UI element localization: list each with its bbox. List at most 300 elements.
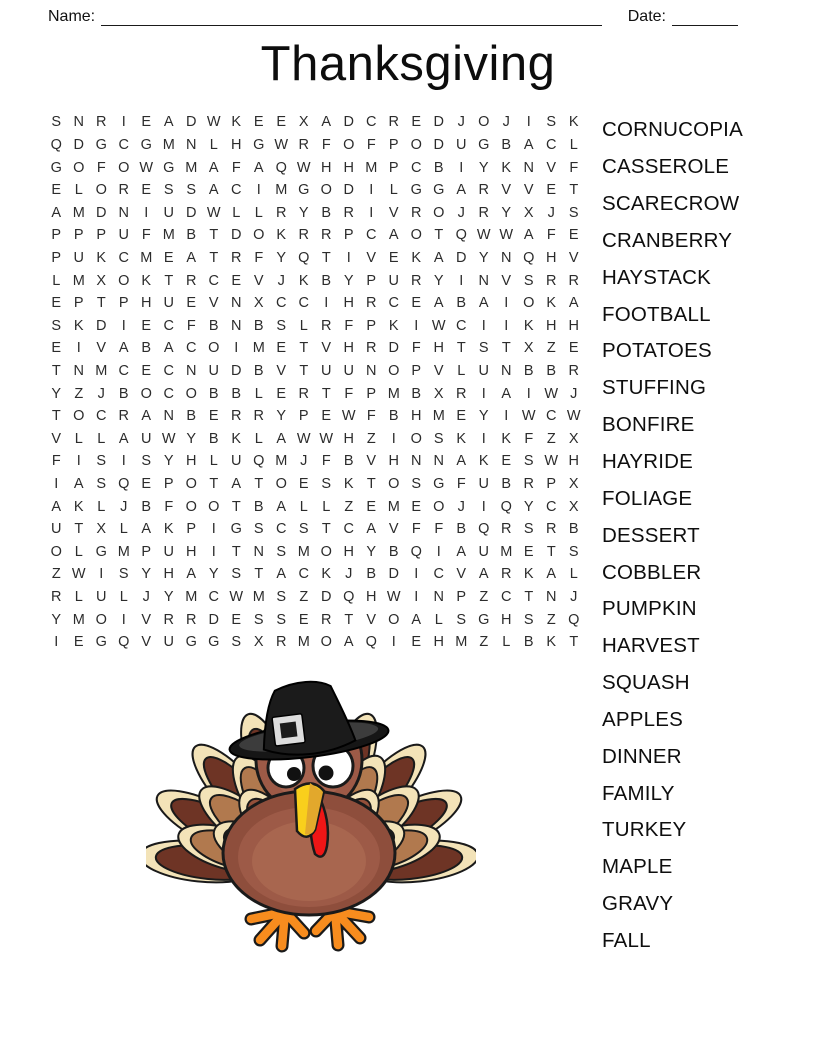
word-list-item: STUFFING bbox=[602, 376, 707, 400]
grid-cell-r15c13: W bbox=[319, 430, 334, 447]
grid-cell-r20c20: U bbox=[478, 543, 489, 560]
grid-cell-r15c8: B bbox=[208, 430, 219, 447]
word-search-grid bbox=[45, 111, 585, 654]
grid-cell-r11c22: X bbox=[523, 340, 534, 357]
word-list-item: CORNUCOPIA bbox=[602, 118, 743, 142]
grid-cell-r8c3: X bbox=[96, 272, 107, 289]
grid-cell-r11c9: I bbox=[234, 340, 239, 357]
grid-cell-r11c4: A bbox=[118, 340, 129, 357]
grid-cell-r16c20: K bbox=[478, 453, 489, 470]
grid-cell-r22c17: I bbox=[414, 589, 419, 606]
grid-cell-r1c13: A bbox=[321, 114, 332, 131]
grid-cell-r12c7: N bbox=[186, 363, 197, 379]
grid-cell-r22c14: Q bbox=[343, 589, 355, 606]
grid-cell-r4c3: O bbox=[95, 182, 107, 199]
grid-cell-r2c21: B bbox=[501, 136, 512, 153]
grid-cell-r20c16: B bbox=[388, 543, 399, 560]
grid-cell-r20c2: L bbox=[74, 543, 83, 560]
grid-cell-r24c19: M bbox=[455, 634, 468, 651]
grid-cell-r15c10: L bbox=[254, 430, 263, 447]
grid-cell-r10c17: I bbox=[414, 317, 419, 334]
grid-cell-r15c9: K bbox=[231, 430, 242, 447]
grid-cell-r1c4: I bbox=[121, 114, 126, 131]
grid-cell-r15c20: I bbox=[481, 430, 486, 447]
grid-cell-r17c15: T bbox=[366, 476, 376, 493]
grid-cell-r11c3: V bbox=[96, 340, 107, 357]
grid-cell-r11c1: E bbox=[51, 340, 62, 357]
grid-cell-r18c14: Z bbox=[344, 498, 354, 515]
grid-cell-r13c4: B bbox=[118, 385, 129, 402]
grid-cell-r13c16: M bbox=[387, 385, 400, 402]
grid-cell-r16c8: L bbox=[209, 453, 218, 470]
grid-cell-r23c17: A bbox=[411, 611, 422, 628]
grid-cell-r10c6: C bbox=[163, 317, 174, 334]
grid-cell-r21c4: S bbox=[118, 566, 129, 583]
grid-cell-r18c18: O bbox=[433, 498, 445, 515]
grid-cell-r12c14: U bbox=[343, 363, 354, 379]
grid-cell-r23c8: D bbox=[208, 611, 219, 628]
grid-cell-r16c7: H bbox=[186, 453, 197, 470]
grid-cell-r7c16: E bbox=[388, 249, 399, 266]
grid-cell-r23c23: Z bbox=[546, 611, 556, 628]
grid-cell-r15c14: H bbox=[343, 430, 354, 447]
grid-cell-r9c16: C bbox=[388, 295, 399, 312]
grid-cell-r9c9: N bbox=[231, 295, 242, 312]
grid-cell-r5c21: Y bbox=[501, 204, 512, 221]
grid-cell-r4c19: A bbox=[456, 182, 467, 199]
grid-cell-r9c1: E bbox=[51, 295, 62, 312]
grid-cell-r23c22: S bbox=[523, 611, 534, 628]
grid-cell-r1c12: X bbox=[298, 114, 309, 131]
grid-cell-r24c4: Q bbox=[118, 634, 130, 651]
date-input-line[interactable] bbox=[672, 8, 738, 26]
grid-cell-r9c21: I bbox=[504, 295, 509, 312]
grid-cell-r21c24: L bbox=[569, 566, 578, 583]
grid-cell-r3c11: Q bbox=[275, 159, 287, 176]
grid-cell-r20c14: H bbox=[343, 543, 354, 560]
grid-cell-r9c22: O bbox=[523, 295, 535, 312]
grid-cell-r15c11: A bbox=[276, 430, 287, 447]
grid-cell-r22c16: W bbox=[386, 589, 401, 606]
grid-cell-r13c20: I bbox=[481, 385, 486, 402]
grid-cell-r21c14: J bbox=[345, 566, 353, 583]
grid-cell-r23c15: V bbox=[366, 611, 377, 628]
grid-cell-r13c23: W bbox=[544, 385, 559, 402]
grid-cell-r22c10: M bbox=[252, 589, 265, 606]
grid-cell-r22c4: L bbox=[119, 589, 128, 606]
grid-cell-r2c12: R bbox=[298, 136, 309, 153]
grid-cell-r12c11: V bbox=[276, 363, 287, 379]
grid-cell-r17c24: X bbox=[568, 476, 579, 493]
grid-cell-r21c22: K bbox=[523, 566, 534, 583]
grid-cell-r17c16: O bbox=[388, 476, 400, 493]
grid-cell-r17c17: S bbox=[411, 476, 422, 493]
grid-cell-r14c9: R bbox=[231, 408, 242, 425]
grid-cell-r19c1: U bbox=[51, 521, 62, 538]
grid-cell-r5c24: S bbox=[568, 204, 579, 221]
grid-cell-r10c16: K bbox=[388, 317, 399, 334]
grid-cell-r15c7: Y bbox=[186, 430, 197, 447]
grid-cell-r22c8: C bbox=[208, 589, 219, 606]
word-list-item: HAYRIDE bbox=[602, 450, 694, 474]
grid-cell-r18c15: E bbox=[366, 498, 377, 515]
grid-cell-r18c1: A bbox=[51, 498, 62, 515]
grid-cell-r7c11: Y bbox=[276, 249, 287, 266]
grid-cell-r2c14: O bbox=[343, 136, 355, 153]
grid-cell-r13c10: L bbox=[254, 385, 263, 402]
grid-cell-r23c18: L bbox=[434, 611, 443, 628]
grid-cell-r19c13: T bbox=[321, 521, 331, 538]
grid-cell-r5c9: L bbox=[232, 204, 241, 221]
grid-cell-r7c17: K bbox=[411, 249, 422, 266]
grid-cell-r16c17: N bbox=[411, 453, 422, 470]
grid-cell-r8c22: S bbox=[523, 272, 534, 289]
grid-cell-r13c3: J bbox=[97, 385, 105, 402]
grid-cell-r20c10: N bbox=[253, 543, 264, 560]
grid-cell-r3c23: V bbox=[546, 159, 557, 176]
word-list-item: FOLIAGE bbox=[602, 486, 693, 510]
name-input-line[interactable] bbox=[101, 8, 602, 26]
grid-cell-r4c14: D bbox=[343, 182, 354, 199]
grid-cell-r7c2: U bbox=[73, 249, 84, 266]
grid-cell-r19c16: V bbox=[388, 521, 399, 538]
grid-cell-r2c8: L bbox=[209, 136, 218, 153]
grid-cell-r20c6: U bbox=[163, 543, 174, 560]
grid-cell-r3c24: F bbox=[569, 159, 579, 176]
grid-cell-r17c1: I bbox=[54, 476, 59, 493]
grid-cell-r10c15: P bbox=[366, 317, 377, 334]
grid-cell-r21c15: B bbox=[366, 566, 377, 583]
grid-cell-r6c11: K bbox=[276, 227, 287, 244]
grid-cell-r17c10: T bbox=[254, 476, 264, 493]
grid-cell-r3c22: N bbox=[523, 159, 534, 176]
grid-cell-r2c2: D bbox=[73, 136, 84, 153]
grid-cell-r15c6: W bbox=[161, 430, 176, 447]
grid-cell-r11c8: O bbox=[208, 340, 220, 357]
grid-cell-r18c10: B bbox=[253, 498, 264, 515]
grid-cell-r6c3: P bbox=[96, 227, 107, 244]
grid-cell-r10c7: F bbox=[186, 317, 196, 334]
grid-cell-r14c10: R bbox=[253, 408, 264, 425]
word-list-item: COBBLER bbox=[602, 560, 702, 584]
grid-cell-r6c5: F bbox=[141, 227, 151, 244]
grid-cell-r19c3: X bbox=[96, 521, 107, 538]
grid-cell-r11c14: H bbox=[343, 340, 354, 357]
grid-cell-r23c19: S bbox=[456, 611, 467, 628]
grid-cell-r17c2: A bbox=[73, 476, 84, 493]
grid-cell-r5c14: R bbox=[343, 204, 354, 221]
grid-cell-r12c10: B bbox=[253, 363, 264, 379]
grid-cell-r6c2: P bbox=[73, 227, 84, 244]
grid-cell-r17c9: A bbox=[231, 476, 242, 493]
grid-cell-r19c14: C bbox=[343, 521, 354, 538]
grid-cell-r24c24: T bbox=[569, 634, 579, 651]
grid-cell-r4c9: C bbox=[231, 182, 242, 199]
grid-cell-r17c23: P bbox=[546, 476, 557, 493]
grid-cell-r2c6: M bbox=[162, 136, 175, 153]
grid-cell-r12c9: D bbox=[231, 363, 242, 379]
grid-cell-r22c22: T bbox=[524, 589, 534, 606]
grid-cell-r17c6: P bbox=[163, 476, 174, 493]
grid-cell-r4c21: V bbox=[501, 182, 512, 199]
grid-cell-r10c3: D bbox=[96, 317, 107, 334]
grid-cell-r19c7: P bbox=[186, 521, 197, 538]
grid-cell-r20c3: G bbox=[95, 543, 107, 560]
grid-cell-r22c6: Y bbox=[163, 589, 174, 606]
grid-cell-r11c6: A bbox=[163, 340, 174, 357]
grid-cell-r6c1: P bbox=[51, 227, 62, 244]
grid-cell-r14c20: Y bbox=[478, 408, 489, 425]
grid-cell-r10c24: H bbox=[568, 317, 579, 334]
grid-cell-r11c16: D bbox=[388, 340, 399, 357]
grid-cell-r22c24: J bbox=[570, 589, 578, 606]
grid-cell-r24c10: X bbox=[253, 634, 264, 651]
grid-cell-r11c2: I bbox=[76, 340, 81, 357]
grid-cell-r5c13: B bbox=[321, 204, 332, 221]
grid-cell-r8c5: K bbox=[141, 272, 152, 289]
grid-cell-r11c10: M bbox=[252, 340, 265, 357]
grid-cell-r18c20: I bbox=[481, 498, 486, 515]
grid-cell-r4c13: O bbox=[320, 182, 332, 199]
grid-cell-r19c2: T bbox=[74, 521, 84, 538]
grid-cell-r24c14: A bbox=[343, 634, 354, 651]
grid-cell-r4c11: M bbox=[275, 182, 288, 199]
grid-cell-r8c13: B bbox=[321, 272, 332, 289]
grid-cell-r19c17: F bbox=[411, 521, 421, 538]
grid-cell-r2c11: W bbox=[274, 136, 289, 153]
grid-cell-r22c18: N bbox=[433, 589, 444, 606]
grid-cell-r14c16: B bbox=[388, 408, 399, 425]
grid-cell-r14c8: E bbox=[208, 408, 219, 425]
grid-cell-r18c21: Q bbox=[500, 498, 512, 515]
grid-cell-r13c8: B bbox=[208, 385, 219, 402]
word-list-item: SCARECROW bbox=[602, 192, 740, 216]
grid-cell-r13c2: Z bbox=[74, 385, 84, 402]
grid-cell-r10c14: F bbox=[344, 317, 354, 334]
grid-cell-r4c6: S bbox=[163, 182, 174, 199]
grid-cell-r18c8: O bbox=[208, 498, 220, 515]
grid-cell-r24c18: H bbox=[433, 634, 444, 651]
grid-cell-r24c3: G bbox=[95, 634, 107, 651]
grid-cell-r5c2: M bbox=[72, 204, 85, 221]
grid-cell-r4c24: T bbox=[569, 182, 579, 199]
grid-cell-r17c22: R bbox=[523, 476, 534, 493]
grid-cell-r24c21: L bbox=[502, 634, 511, 651]
grid-cell-r3c6: G bbox=[163, 159, 175, 176]
grid-cell-r20c9: T bbox=[231, 543, 241, 560]
grid-cell-r24c17: E bbox=[411, 634, 422, 651]
grid-cell-r5c10: L bbox=[254, 204, 263, 221]
grid-cell-r22c23: N bbox=[546, 589, 557, 606]
grid-cell-r22c21: C bbox=[501, 589, 512, 606]
grid-cell-r23c21: H bbox=[501, 611, 512, 628]
grid-cell-r17c13: S bbox=[321, 476, 332, 493]
grid-cell-r12c5: E bbox=[141, 363, 152, 379]
grid-cell-r3c21: K bbox=[501, 159, 512, 176]
grid-cell-r12c2: N bbox=[73, 363, 84, 379]
grid-cell-r7c9: R bbox=[231, 249, 242, 266]
grid-cell-r12c17: P bbox=[411, 363, 422, 379]
grid-cell-r10c11: S bbox=[276, 317, 287, 334]
grid-cell-r9c15: R bbox=[366, 295, 377, 312]
grid-cell-r16c4: I bbox=[121, 453, 126, 470]
grid-cell-r1c23: S bbox=[546, 114, 557, 131]
grid-cell-r2c24: L bbox=[569, 136, 578, 153]
grid-cell-r9c10: X bbox=[253, 295, 264, 312]
grid-cell-r1c1: S bbox=[51, 114, 62, 131]
grid-cell-r11c18: H bbox=[433, 340, 444, 357]
grid-cell-r21c6: H bbox=[163, 566, 174, 583]
grid-cell-r20c8: I bbox=[211, 543, 216, 560]
grid-cell-r21c8: Y bbox=[208, 566, 219, 583]
grid-cell-r15c4: A bbox=[118, 430, 129, 447]
grid-cell-r19c10: S bbox=[253, 521, 264, 538]
grid-cell-r6c4: U bbox=[118, 227, 129, 244]
grid-cell-r18c12: L bbox=[299, 498, 308, 515]
grid-cell-r9c4: P bbox=[118, 295, 129, 312]
grid-cell-r13c21: A bbox=[501, 385, 512, 402]
grid-cell-r23c6: R bbox=[163, 611, 174, 628]
grid-cell-r18c23: C bbox=[546, 498, 557, 515]
grid-cell-r13c14: F bbox=[344, 385, 354, 402]
grid-cell-r6c13: R bbox=[321, 227, 332, 244]
grid-cell-r5c8: W bbox=[206, 204, 221, 221]
grid-cell-r23c9: E bbox=[231, 611, 242, 628]
grid-cell-r9c12: C bbox=[298, 295, 309, 312]
grid-cell-r2c20: G bbox=[478, 136, 490, 153]
grid-cell-r8c16: U bbox=[388, 272, 399, 289]
grid-cell-r4c22: V bbox=[523, 182, 534, 199]
grid-cell-r1c17: E bbox=[411, 114, 422, 131]
grid-cell-r16c22: S bbox=[523, 453, 534, 470]
word-list-item: DINNER bbox=[602, 744, 682, 768]
grid-cell-r10c9: N bbox=[231, 317, 242, 334]
word-list-item: BONFIRE bbox=[602, 413, 695, 437]
grid-cell-r23c7: R bbox=[186, 611, 197, 628]
grid-cell-r16c2: I bbox=[76, 453, 81, 470]
grid-cell-r22c2: L bbox=[74, 589, 83, 606]
grid-cell-r7c12: Q bbox=[298, 249, 310, 266]
page-title: Thanksgiving bbox=[260, 37, 556, 91]
grid-cell-r4c1: E bbox=[51, 182, 62, 199]
grid-cell-r18c3: L bbox=[97, 498, 106, 515]
grid-cell-r18c5: B bbox=[141, 498, 152, 515]
grid-cell-r11c11: E bbox=[276, 340, 287, 357]
grid-cell-r1c9: K bbox=[231, 114, 242, 131]
grid-cell-r8c23: R bbox=[546, 272, 557, 289]
grid-cell-r21c23: A bbox=[546, 566, 557, 583]
grid-cell-r24c22: B bbox=[523, 634, 534, 651]
grid-cell-r4c5: E bbox=[141, 182, 152, 199]
grid-cell-r8c2: M bbox=[72, 272, 85, 289]
grid-cell-r5c12: Y bbox=[298, 204, 309, 221]
grid-cell-r16c3: S bbox=[96, 453, 107, 470]
grid-cell-r17c21: B bbox=[501, 476, 512, 493]
grid-cell-r7c5: M bbox=[140, 249, 153, 266]
grid-cell-r14c6: N bbox=[163, 408, 174, 425]
grid-cell-r10c12: L bbox=[299, 317, 308, 334]
grid-cell-r14c15: F bbox=[366, 408, 376, 425]
grid-cell-r22c19: P bbox=[456, 589, 467, 606]
grid-cell-r2c5: G bbox=[140, 136, 152, 153]
grid-cell-r24c16: I bbox=[391, 634, 396, 651]
grid-cell-r13c24: J bbox=[570, 385, 578, 402]
grid-cell-r13c15: P bbox=[366, 385, 377, 402]
grid-cell-r11c17: F bbox=[411, 340, 421, 357]
grid-cell-r7c13: T bbox=[321, 249, 331, 266]
grid-cell-r19c8: I bbox=[211, 521, 216, 538]
grid-cell-r10c1: S bbox=[51, 317, 62, 334]
grid-cell-r14c17: H bbox=[411, 408, 422, 425]
grid-cell-r8c4: O bbox=[118, 272, 130, 289]
grid-cell-r15c2: L bbox=[74, 430, 83, 447]
grid-cell-r2c18: D bbox=[433, 136, 444, 153]
grid-cell-r13c5: O bbox=[140, 385, 152, 402]
grid-cell-r16c1: F bbox=[51, 453, 61, 470]
grid-cell-r12c20: U bbox=[478, 363, 489, 379]
grid-cell-r6c14: P bbox=[343, 227, 354, 244]
word-list-item: CASSEROLE bbox=[602, 155, 730, 179]
word-list-item: APPLES bbox=[602, 707, 683, 731]
grid-cell-r18c22: Y bbox=[523, 498, 534, 515]
grid-cell-r8c9: E bbox=[231, 272, 242, 289]
grid-cell-r13c6: C bbox=[163, 385, 174, 402]
grid-cell-r14c14: W bbox=[341, 408, 356, 425]
grid-cell-r3c5: W bbox=[139, 159, 154, 176]
grid-cell-r18c19: J bbox=[457, 498, 465, 515]
grid-cell-r21c16: D bbox=[388, 566, 399, 583]
grid-cell-r8c19: I bbox=[459, 272, 464, 289]
grid-cell-r2c10: G bbox=[253, 136, 265, 153]
grid-cell-r3c3: F bbox=[96, 159, 106, 176]
grid-cell-r20c17: Q bbox=[410, 543, 422, 560]
grid-cell-r7c22: Q bbox=[523, 249, 535, 266]
grid-cell-r22c1: R bbox=[51, 589, 62, 606]
grid-cell-r9c5: H bbox=[141, 295, 152, 312]
grid-cell-r18c11: A bbox=[276, 498, 287, 515]
grid-cell-r3c12: W bbox=[296, 159, 311, 176]
grid-cell-r12c23: B bbox=[546, 363, 557, 379]
grid-cell-r3c18: B bbox=[433, 159, 444, 176]
word-list-item: GRAVY bbox=[602, 892, 674, 916]
grid-cell-r5c23: J bbox=[547, 204, 555, 221]
grid-cell-r20c19: A bbox=[456, 543, 467, 560]
grid-cell-r19c5: A bbox=[141, 521, 152, 538]
grid-cell-r6c22: A bbox=[523, 227, 534, 244]
grid-cell-r13c11: E bbox=[276, 385, 287, 402]
grid-cell-r24c23: K bbox=[546, 634, 557, 651]
grid-cell-r12c21: N bbox=[501, 363, 512, 379]
grid-cell-r5c15: I bbox=[369, 204, 374, 221]
grid-cell-r2c16: P bbox=[388, 136, 399, 153]
grid-cell-r3c8: A bbox=[208, 159, 219, 176]
grid-cell-r13c18: X bbox=[433, 385, 444, 402]
grid-cell-r2c1: Q bbox=[50, 136, 62, 153]
grid-cell-r23c12: E bbox=[298, 611, 309, 628]
grid-cell-r23c5: V bbox=[141, 611, 152, 628]
grid-cell-r12c19: L bbox=[457, 363, 466, 379]
grid-cell-r24c15: Q bbox=[365, 634, 377, 651]
grid-cell-r17c19: F bbox=[456, 476, 466, 493]
grid-cell-r8c15: P bbox=[366, 272, 377, 289]
grid-cell-r14c23: C bbox=[546, 408, 557, 425]
grid-cell-r1c18: D bbox=[433, 114, 444, 131]
word-list-item: HAYSTACK bbox=[602, 265, 712, 289]
grid-cell-r11c12: T bbox=[299, 340, 309, 357]
grid-cell-r24c13: O bbox=[320, 634, 332, 651]
grid-cell-r17c4: Q bbox=[118, 476, 130, 493]
grid-cell-r8c12: K bbox=[298, 272, 309, 289]
